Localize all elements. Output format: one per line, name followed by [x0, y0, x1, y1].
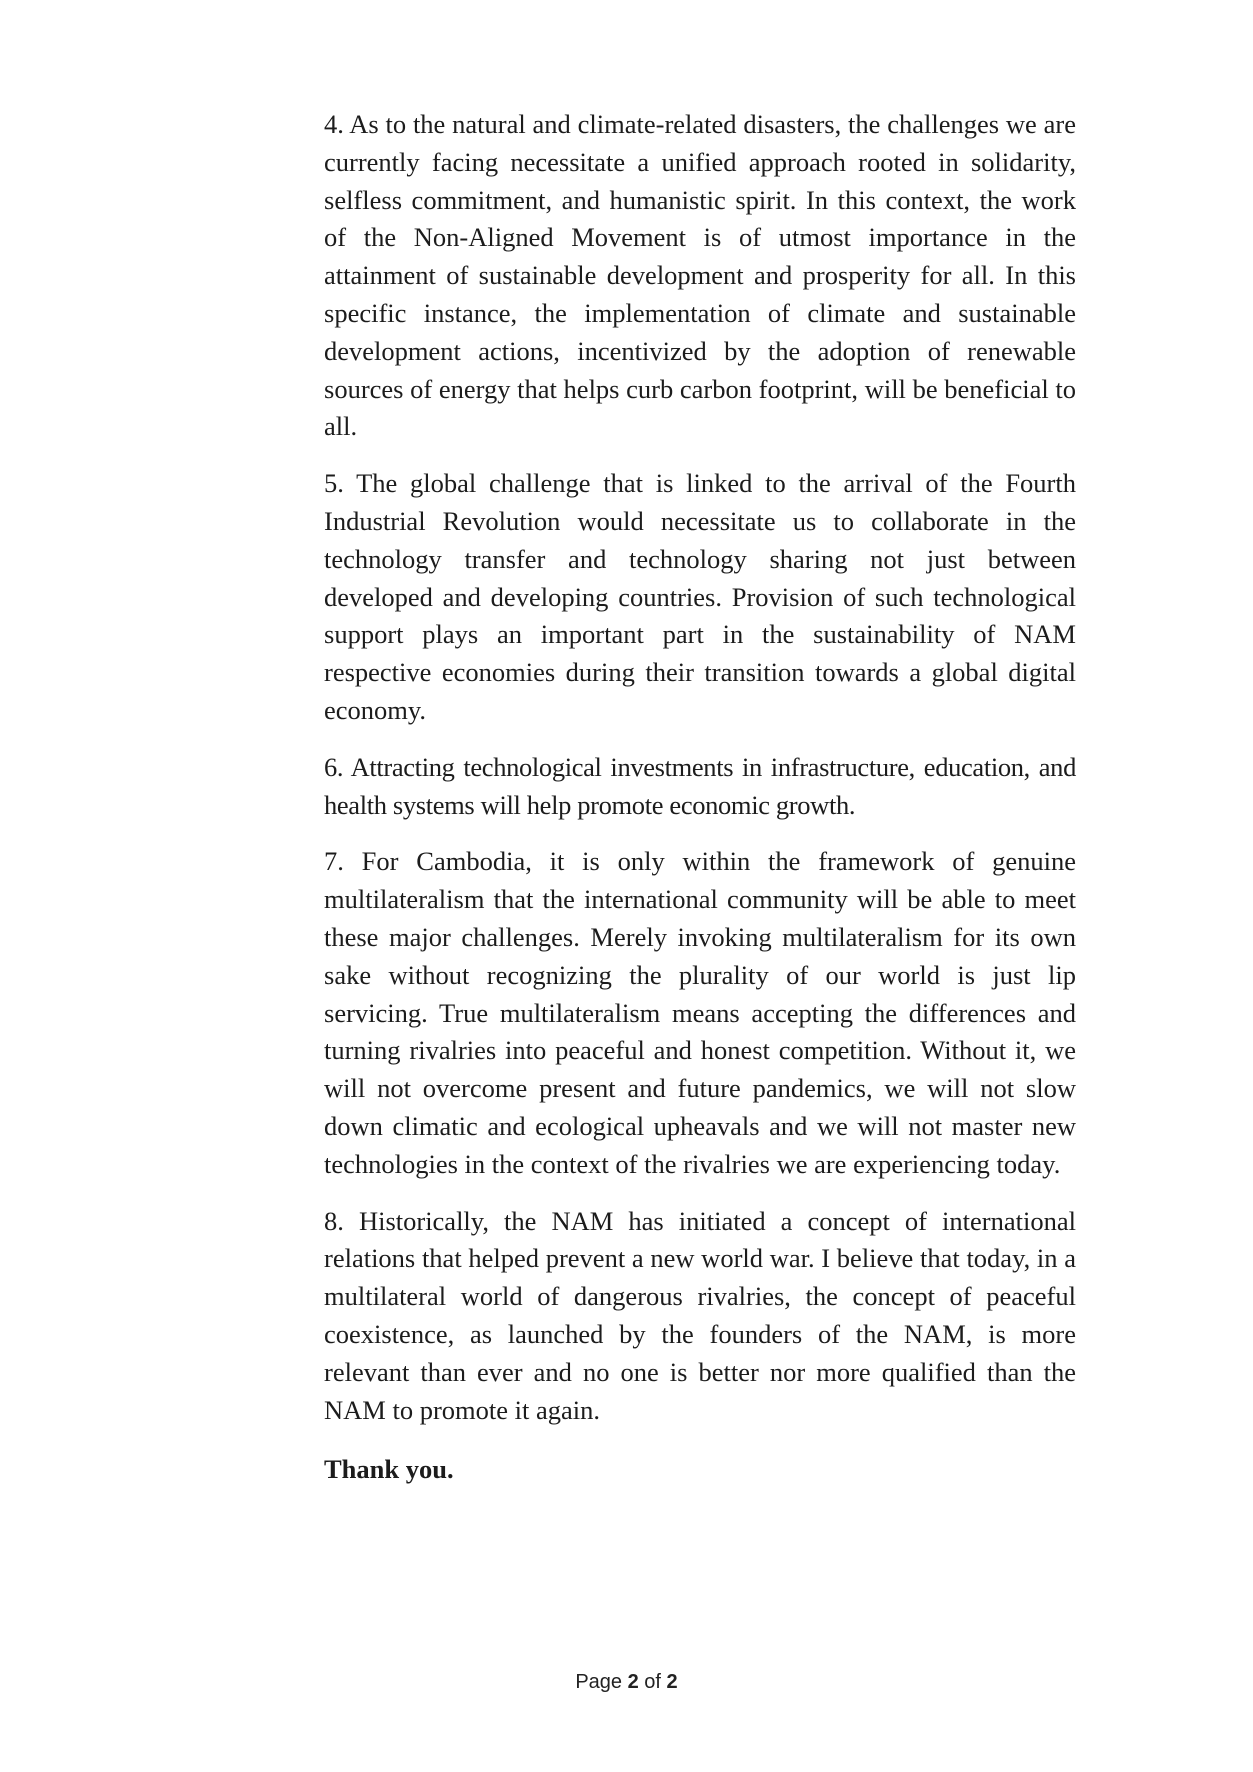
paragraph-7: 7. For Cambodia, it is only within the framework of genuine multilateralism that the international community will be able to meet these major challenges. Merely invoking multilateralism for its own sake without recognizing the plurality of our world is just lip servicing. True multilateralism means accepting the differences and turning rivalries into peaceful and honest competition. Without it, we will not overcome present and future pandemics, we will not slow down climatic and ecological upheavals and we will not master new technologies in the context of the rivalries we are experiencing today.: [324, 846, 1076, 1179]
current-page-number: 2: [627, 1671, 639, 1693]
page-number-footer: [0, 1671, 1253, 1694]
page-label: Page: [575, 1671, 623, 1693]
document-body: [324, 106, 1076, 1489]
paragraph-5: 5. The global challenge that is linked to the arrival of the Fourth Industrial Revolution would necessitate us to collaborate in the technology transfer and technology sharing not just between developed and developing countries. Provision of such technological support plays an important part in the sustainability of NAM respective economies during their transition towards a global digital economy.: [324, 468, 1076, 725]
paragraph-4: 4. As to the natural and climate-related disasters, the challenges we are currently facing necessitate a unified approach rooted in solidarity, selfless commitment, and humanistic spirit. In this context, the work of the Non-Aligned Movement is of utmost importance in the attainment of sustainable development and prosperity for all. In this specific instance, the implementation of climate and sustainable development actions, incentivized by the adoption of renewable sources of energy that helps curb carbon footprint, will be beneficial to all.: [324, 109, 1076, 442]
of-label: of: [644, 1671, 661, 1693]
paragraph-6: 6. Attracting technological investments in infrastructure, education, and health systems will help promote economic growth.: [324, 751, 1076, 820]
total-pages-number: 2: [666, 1671, 678, 1693]
paragraph-8: 8. Historically, the NAM has initiated a concept of international relations that helped prevent a new world war. I believe that today, in a multilateral world of dangerous rivalries, the concept of peaceful coexistence, as launched by the founders of the NAM, is more relevant than ever and no one is better nor more qualified than the NAM to promote it again.: [324, 1205, 1076, 1425]
closing-remark: Thank you.: [324, 1454, 454, 1485]
